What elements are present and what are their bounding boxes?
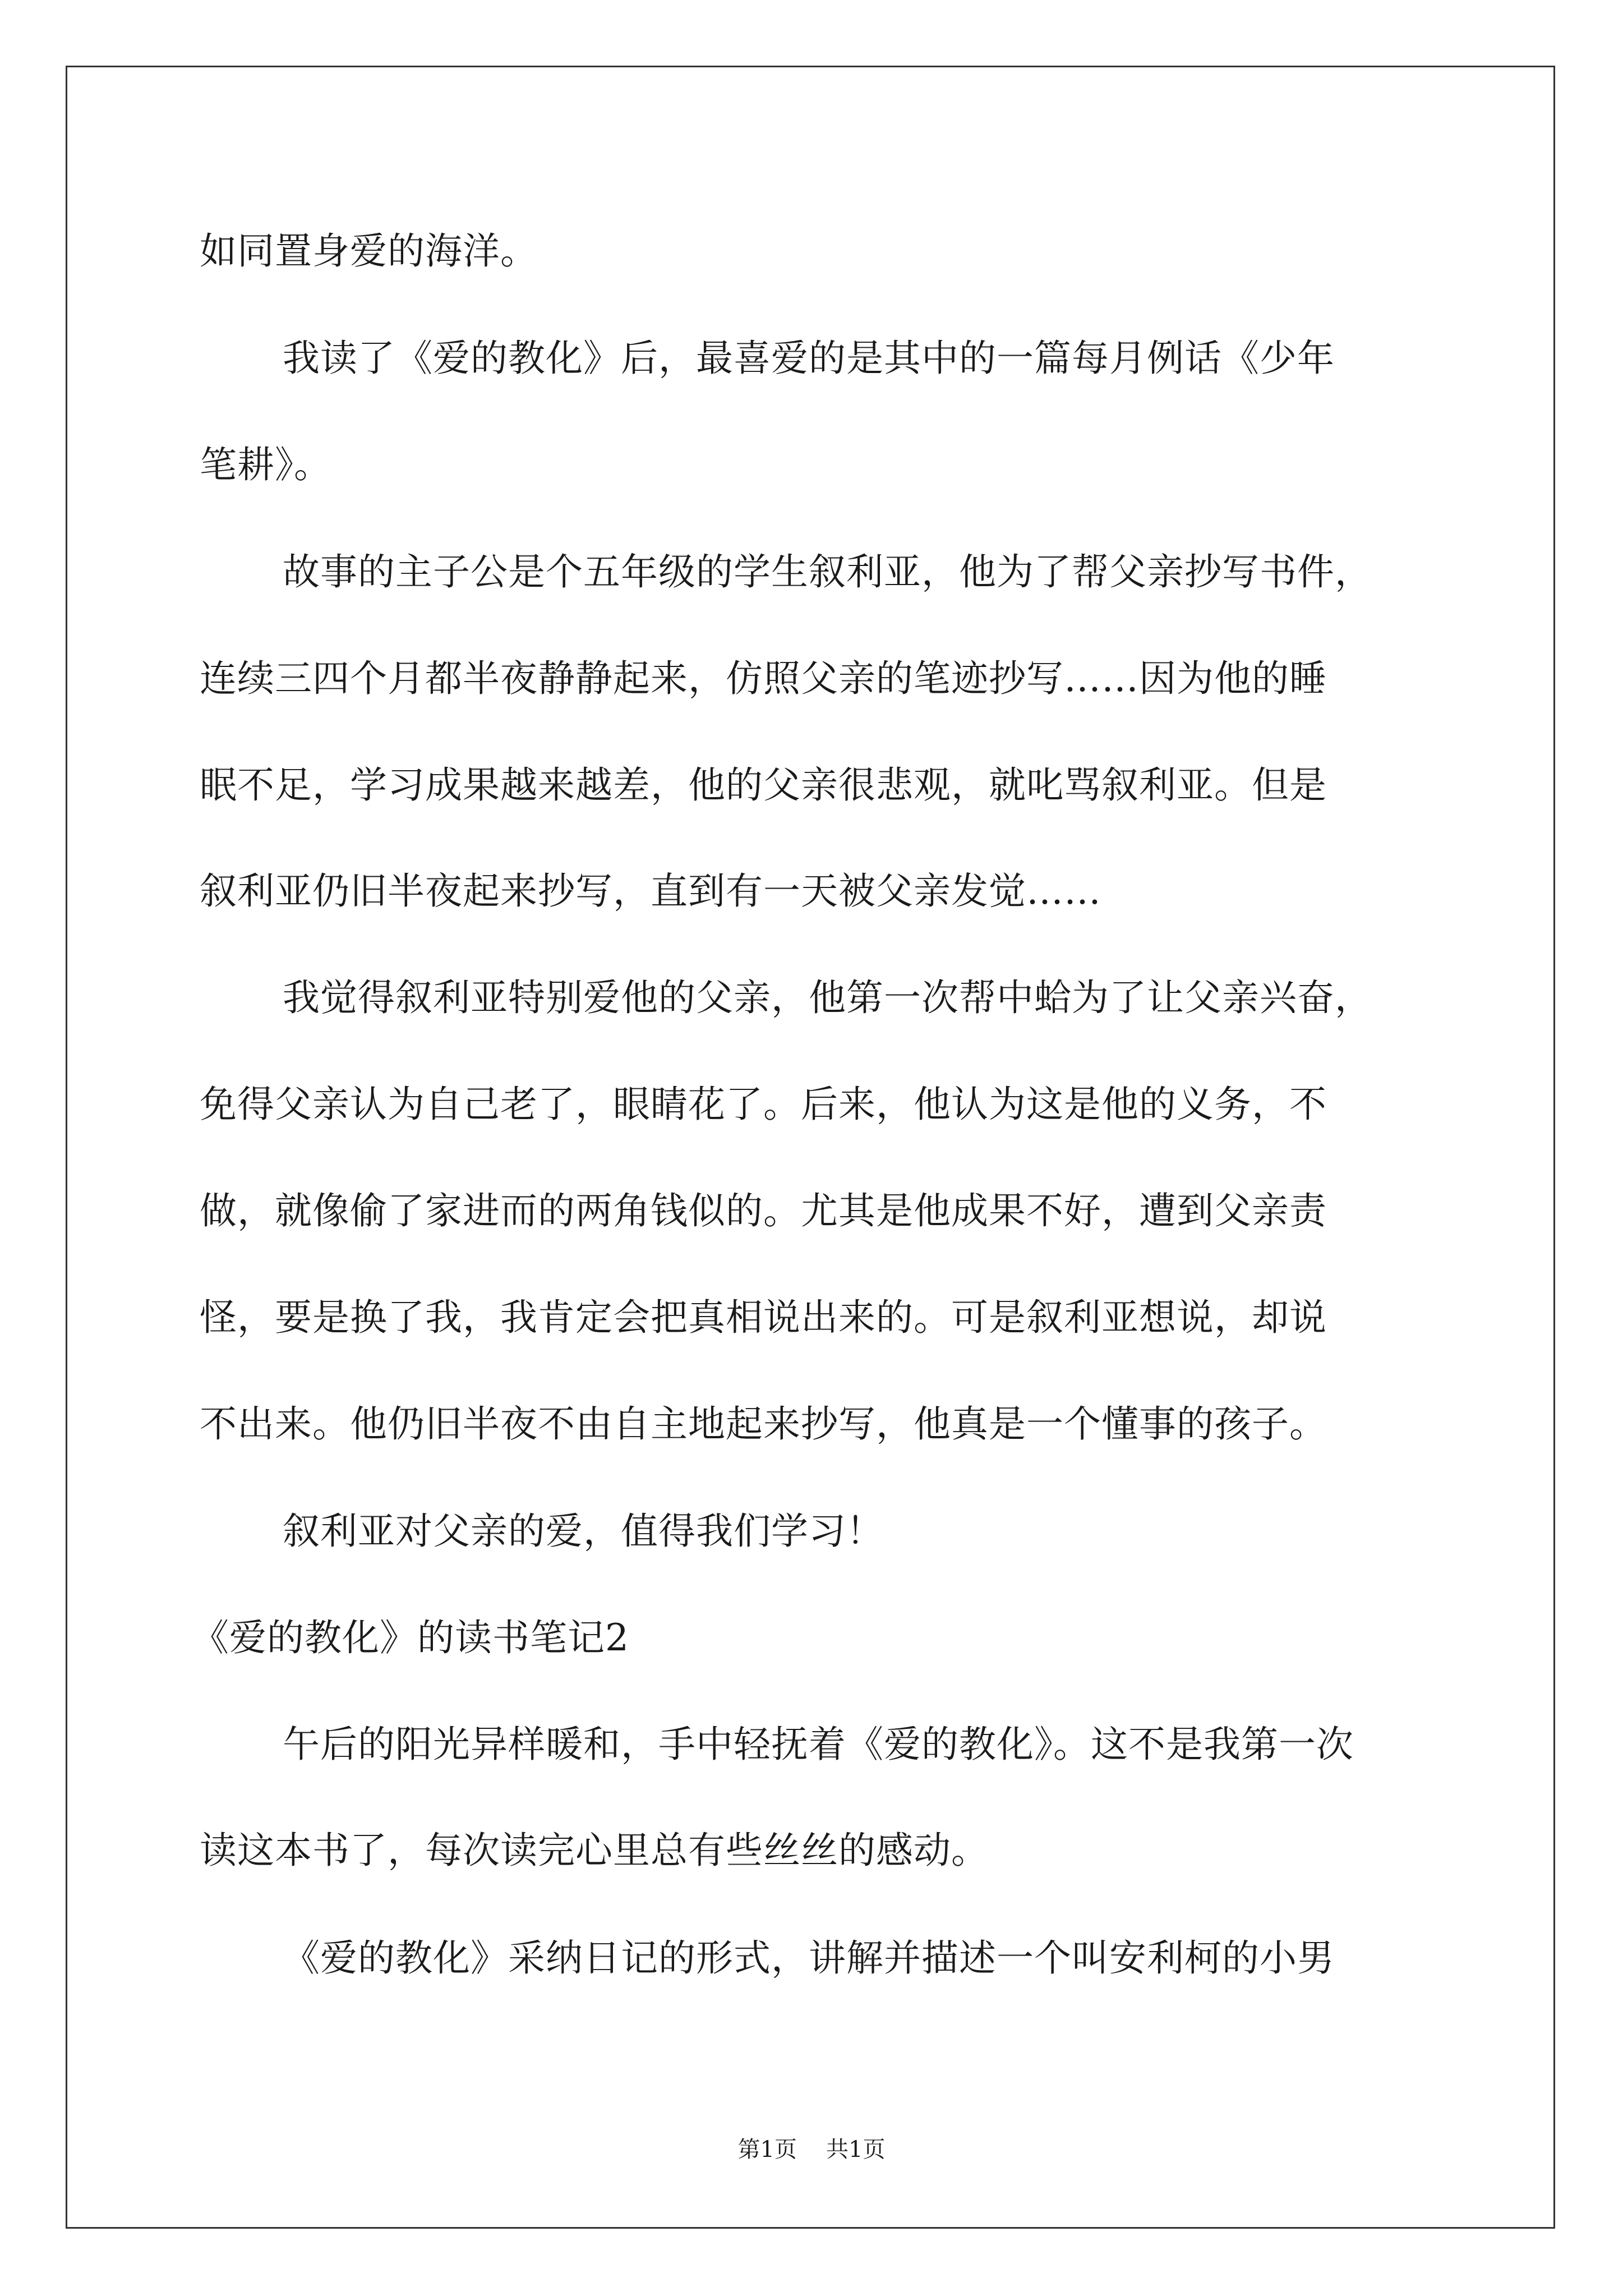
section-heading: 《爱的教化》的读书笔记2 (192, 1616, 629, 1659)
page-number: 第1页 (737, 2137, 797, 2162)
text-line: 叙利亚对父亲的爱，值得我们学习！ (283, 1510, 884, 1553)
page-border (66, 66, 1555, 2229)
text-line: 午后的阳光异样暖和，手中轻抚着《爱的教化》。这不是我第一次 (283, 1723, 1354, 1766)
text-line: 叙利亚仍旧半夜起来抄写，直到有一天被父亲发觉…… (200, 869, 1101, 913)
text-line: 连续三四个月都半夜静静起来，仿照父亲的笔迹抄写……因为他的睡 (200, 657, 1327, 700)
text-line: 做，就像偷了家进而的两角钱似的。尤其是他成果不好，遭到父亲责 (200, 1189, 1327, 1232)
text-line: 怪，要是换了我，我肯定会把真相说出来的。可是叙利亚想说，却说 (200, 1296, 1327, 1339)
text-line: 《爱的教化》采纳日记的形式，讲解并描述一个叫安利柯的小男 (283, 1936, 1335, 1980)
text-line: 读这本书了，每次读完心里总有些丝丝的感动。 (200, 1829, 989, 1872)
text-line: 我读了《爱的教化》后，最喜爱的是其中的一篇每月例话《少年 (283, 337, 1335, 380)
text-line: 我觉得叙利亚特别爱他的父亲，他第一次帮中蛤为了让父亲兴奋， (283, 976, 1372, 1019)
text-line: 免得父亲认为自己老了，眼睛花了。后来，他认为这是他的义务，不 (200, 1083, 1327, 1126)
text-line: 眠不足，学习成果越来越差，他的父亲很悲观，就叱骂叙利亚。但是 (200, 763, 1327, 807)
page-footer (0, 2138, 1623, 2161)
text-line: 笔耕》。 (200, 443, 331, 486)
text-line: 如同置身爱的海洋。 (200, 229, 538, 273)
page-total: 共1页 (826, 2137, 886, 2162)
text-line: 不出来。他仍旧半夜不由自主地起来抄写，他真是一个懂事的孩子。 (200, 1402, 1327, 1446)
text-line: 故事的主子公是个五年级的学生叙利亚，他为了帮父亲抄写书件， (283, 550, 1372, 593)
